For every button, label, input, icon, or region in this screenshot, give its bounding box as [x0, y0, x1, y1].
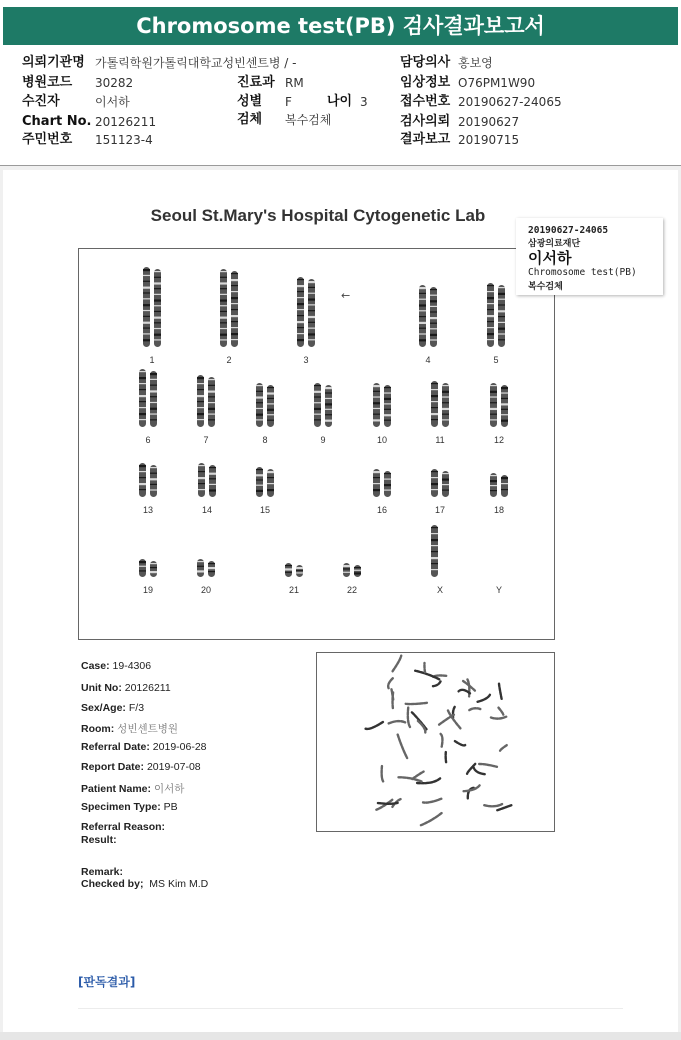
chromosome-label: 14	[201, 505, 213, 515]
metaphase-chromosome	[441, 734, 443, 747]
chromosome-pair	[285, 563, 303, 577]
chromosome-label: 7	[203, 435, 209, 445]
info-label: 검사의뢰	[400, 114, 451, 129]
chromosome-label: 13	[142, 505, 154, 515]
metaphase-chromosome	[448, 711, 460, 729]
chromosome-pair	[490, 473, 508, 497]
info-label: 진료과	[237, 75, 275, 90]
page-footer	[0, 1032, 681, 1040]
metaphase-spread	[317, 653, 554, 831]
chromosome-pair	[373, 469, 391, 497]
chromosome-pair	[373, 383, 391, 427]
karyogram	[78, 248, 555, 640]
metaphase-chromosome	[388, 678, 393, 689]
divider	[78, 1008, 623, 1009]
chromosome-label: 16	[376, 505, 388, 515]
patient-info-panel	[0, 50, 681, 166]
info-value: 151123-4	[95, 133, 153, 147]
sticker-name: 이서하	[528, 249, 572, 267]
report-title: Chromosome test(PB) 검사결과보고서	[3, 7, 678, 45]
chromosome-pair	[343, 563, 361, 577]
info-value: 20190715	[458, 133, 520, 147]
info-label: 결과보고	[400, 132, 451, 147]
sticker-number: 20190627-24065	[528, 225, 609, 236]
karyogram-image	[79, 249, 554, 639]
info-value: F	[285, 95, 292, 109]
info-value: O76PM1W90	[458, 76, 536, 90]
chromosome-label: 4	[425, 355, 431, 365]
metaphase-chromosome	[484, 804, 502, 806]
info-value: 이서하	[95, 95, 130, 109]
metaphase-image	[316, 652, 555, 832]
chromosome-pair	[431, 469, 449, 497]
info-label: 접수번호	[400, 94, 451, 109]
chromosome-label: 20	[200, 585, 212, 595]
info-value: 20126211	[95, 115, 157, 129]
info-label: 임상정보	[400, 75, 451, 90]
chromosome-pair	[139, 463, 157, 497]
chromosome-pair	[143, 267, 161, 347]
chromosome-label: X	[436, 585, 444, 595]
chromosome-label: 10	[376, 435, 388, 445]
meta-result: Result:	[81, 834, 117, 846]
info-value: 가톨릭학원가톨릭대학교성빈센트병 / -	[95, 56, 297, 70]
chromosome-pair	[431, 381, 449, 427]
chromosome-pair	[297, 277, 315, 347]
metaphase-chromosome	[406, 703, 427, 704]
chromosome-pair	[139, 559, 157, 577]
metaphase-chromosome	[423, 799, 441, 803]
lab-title: Seoul St.Mary's Hospital Cytogenetic Lab	[150, 206, 486, 225]
chromosome-label: 6	[145, 435, 151, 445]
meta-checked-by: Checked by; MS Kim M.D	[81, 878, 209, 890]
chromosome-pair	[139, 369, 157, 427]
chromosome-label: 12	[493, 435, 505, 445]
metaphase-chromosome	[490, 717, 506, 719]
chromosome-label: 18	[493, 505, 505, 515]
chromosome-pair	[419, 285, 437, 347]
meta-patient-name: Patient Name: 이서하	[81, 783, 185, 795]
meta-case: Case: 19-4306	[81, 660, 152, 672]
meta-report-date: Report Date: 2019-07-08	[81, 761, 201, 773]
info-label: 주민번호	[22, 132, 73, 147]
info-label: 의뢰기관명	[22, 55, 85, 70]
info-label: 병원코드	[22, 75, 73, 90]
chromosome-label: 9	[320, 435, 326, 445]
chromosome-label: 22	[346, 585, 358, 595]
meta-referral-date: Referral Date: 2019-06-28	[81, 741, 207, 753]
info-value: 30282	[95, 76, 134, 90]
chromosome-label: 2	[226, 355, 232, 365]
meta-sex-age: Sex/Age: F/3	[81, 702, 145, 714]
info-value: 20190627-24065	[458, 95, 562, 109]
metaphase-chromosome	[382, 765, 383, 781]
meta-unit: Unit No: 20126211	[81, 682, 171, 694]
metaphase-chromosome	[399, 777, 422, 781]
metaphase-chromosome	[499, 684, 502, 699]
chromosome-pair	[220, 269, 238, 347]
metaphase-chromosome	[393, 656, 402, 672]
chromosome-label: 11	[435, 435, 445, 445]
chromosome-label: 5	[493, 355, 499, 365]
metaphase-chromosome	[424, 663, 425, 672]
sticker-org: 삼광의료재단	[528, 239, 581, 249]
info-value: 3	[360, 95, 368, 109]
metaphase-chromosome	[408, 707, 410, 727]
metaphase-chromosome	[398, 735, 407, 758]
interpretation-heading: [판독결과]	[78, 975, 136, 989]
metaphase-chromosome	[479, 764, 497, 767]
chromosome-pair	[314, 383, 332, 427]
metaphase-chromosome	[500, 745, 507, 751]
metaphase-chromosome	[366, 722, 383, 729]
meta-referral-reason: Referral Reason:	[81, 821, 166, 833]
info-row-sex-age	[237, 93, 387, 111]
metaphase-chromosome	[478, 695, 490, 702]
chromosome-pair	[256, 467, 274, 497]
chromosome-pair	[197, 375, 215, 427]
chromosome-pair	[256, 383, 274, 427]
info-label: Chart No.	[22, 114, 92, 129]
chromosome-pair	[197, 559, 215, 577]
metaphase-chromosome	[433, 682, 441, 687]
info-label: 성별	[237, 94, 263, 109]
chromosome-pair	[490, 383, 508, 427]
chromosome-label: Y	[495, 585, 503, 595]
chromosome-label: 19	[142, 585, 154, 595]
chromosome-pair	[198, 463, 216, 497]
chromosome-label: 8	[262, 435, 268, 445]
meta-specimen-type: Specimen Type: PB	[81, 801, 178, 813]
scanned-report	[3, 170, 678, 1032]
chromosome-label: 1	[149, 355, 155, 365]
arrow-icon: ←	[341, 289, 351, 302]
metaphase-chromosome	[499, 708, 504, 715]
metaphase-chromosome	[378, 803, 398, 804]
sticker-test: Chromosome test(PB)	[528, 267, 637, 278]
metaphase-chromosome	[421, 813, 442, 825]
chromosome-pair	[431, 525, 438, 577]
chromosome-label: 15	[259, 505, 271, 515]
meta-room: Room: 성빈센트병원	[81, 723, 179, 735]
info-label: 나이	[327, 94, 353, 109]
sticker-specimen: 복수검체	[528, 282, 563, 292]
info-value: 복수검체	[285, 113, 332, 127]
chromosome-label: 21	[288, 585, 300, 595]
info-value: 홍보영	[458, 56, 493, 70]
metaphase-chromosome	[439, 715, 454, 725]
metaphase-chromosome	[389, 721, 405, 723]
metaphase-chromosome	[455, 741, 466, 745]
chromosome-pair	[487, 283, 505, 347]
chromosome-label: 17	[434, 505, 446, 515]
info-label: 검체	[237, 112, 263, 127]
chromosome-label: 3	[303, 355, 309, 365]
info-label: 담당의사	[400, 55, 451, 70]
title-bar	[0, 0, 681, 50]
info-label: 수진자	[22, 94, 60, 109]
info-value: 20190627	[458, 115, 520, 129]
metaphase-chromosome	[469, 708, 480, 710]
info-value: RM	[285, 76, 304, 90]
metaphase-chromosome	[474, 768, 485, 775]
specimen-sticker	[516, 218, 663, 295]
meta-remark: Remark:	[81, 866, 124, 878]
